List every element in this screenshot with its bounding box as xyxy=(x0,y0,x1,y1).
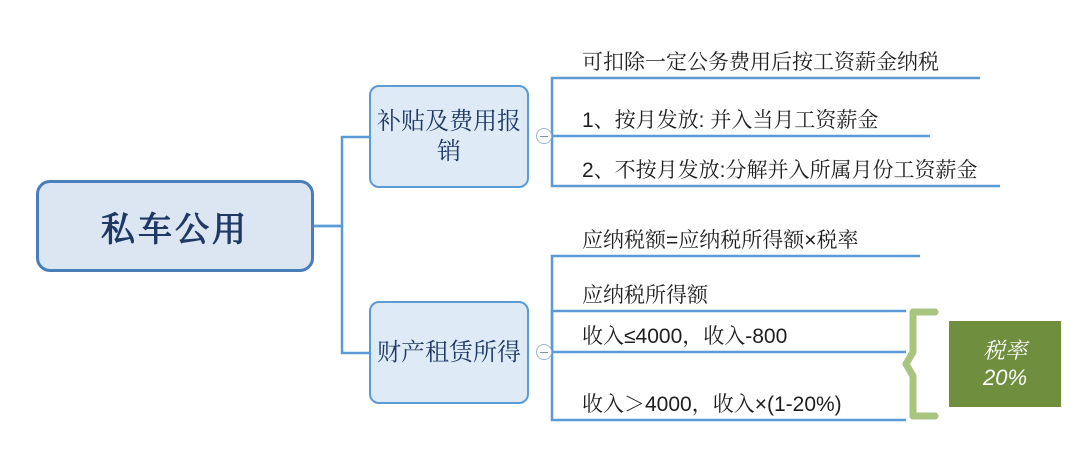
tax-rate-label: 税率 xyxy=(982,337,1027,363)
root-node[interactable]: 私车公用 xyxy=(36,180,314,272)
leaf-branch1-3[interactable]: 2、不按月发放:分解并入所属月份工资薪金 xyxy=(582,159,978,182)
leaf-branch2-1[interactable]: 应纳税额=应纳税所得额×税率 xyxy=(582,229,859,252)
leaf-branch2-2[interactable]: 应纳税所得额 xyxy=(582,284,708,307)
leaf-branch1-1[interactable]: 可扣除一定公务费用后按工资薪金纳税 xyxy=(582,51,939,74)
tax-rate-value: 20% xyxy=(982,365,1028,390)
branch-node-property-lease[interactable]: 财产租赁所得 xyxy=(369,301,529,404)
link-root-to-branch-1 xyxy=(314,137,369,226)
leaf-branch1-2[interactable]: 1、按月发放: 并入当月工资薪金 xyxy=(582,109,879,132)
branch-node-subsidy[interactable]: 补贴及费用报销 xyxy=(369,85,529,188)
collapse-toggle-branch-1[interactable] xyxy=(536,128,552,144)
bracket-shape xyxy=(906,312,935,416)
link-root-to-branch-2 xyxy=(314,226,369,353)
tax-rate-callout[interactable] xyxy=(949,321,1061,407)
leaf-branch2-3[interactable]: 收入≤4000，收入-800 xyxy=(582,325,788,348)
leaf-branch2-4[interactable]: 收入＞4000，收入×(1-20%) xyxy=(582,393,842,416)
collapse-toggle-branch-2[interactable] xyxy=(536,344,552,360)
link-spacer xyxy=(552,352,906,366)
